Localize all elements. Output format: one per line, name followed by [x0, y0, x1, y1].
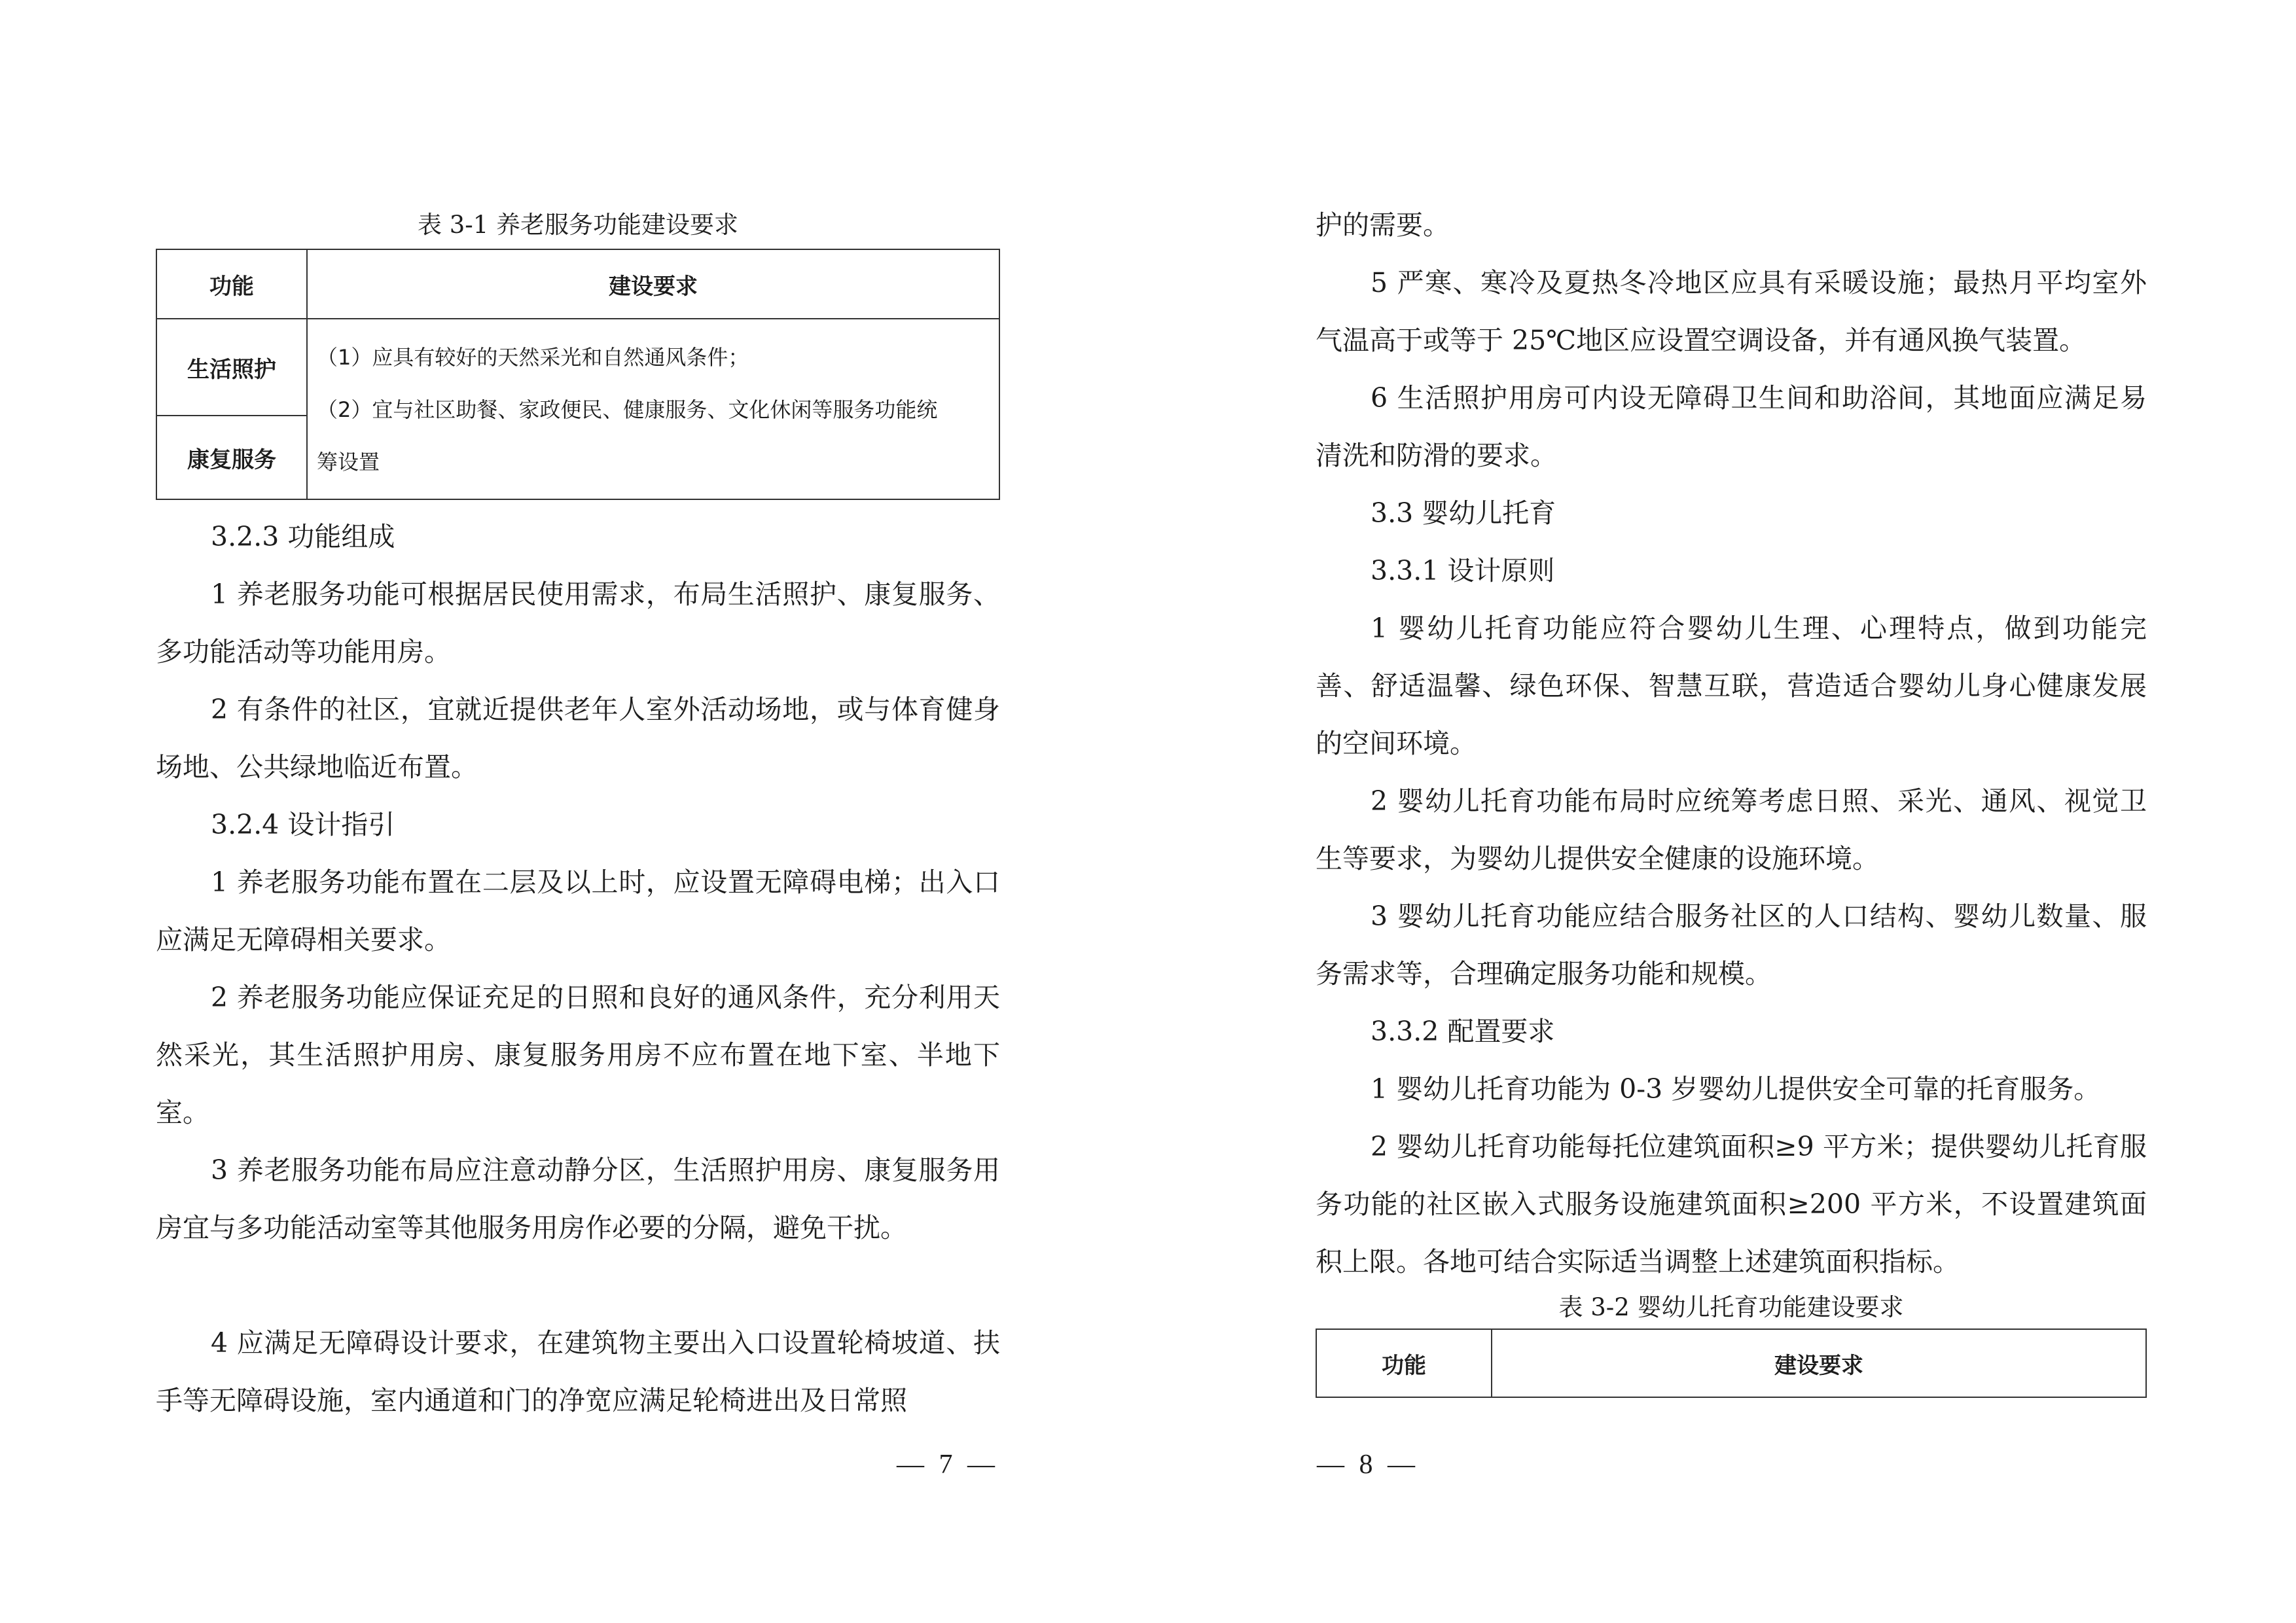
paragraph: 2 婴幼儿托育功能每托位建筑面积≥9 平方米；提供婴幼儿托育服务功能的社区嵌入式服务设施建筑面积≥200 平方米，不设置建筑面积上限。各地可结合实际适当调整上述建筑面积指标。	[1316, 1131, 2147, 1277]
table-3-1	[156, 249, 1000, 500]
section-heading-3-3-1: 3.3.1 设计原则	[1371, 555, 1555, 586]
table-3-2-caption: 表 3-2 婴幼儿托育功能建设要求	[1558, 1293, 1904, 1321]
requirement-line-1: （1）应具有较好的天然采光和自然通风条件；	[317, 345, 749, 370]
table-3-1-caption: 表 3-1 养老服务功能建设要求	[417, 211, 739, 239]
page-number: — 7 —	[897, 1450, 999, 1480]
paragraph: 1 婴幼儿托育功能应符合婴幼儿生理、心理特点，做到功能完善、舒适温馨、绿色环保、智慧互联，营造适合婴幼儿身心健康发展的空间环境。	[1316, 613, 2147, 759]
paragraph: 5 严寒、寒冷及夏热冬冷地区应具有采暖设施；最热月平均室外气温高于或等于 25℃地区应设置空调设备，并有通风换气装置。	[1316, 267, 2147, 356]
requirement-line-3: 筹设置	[317, 450, 380, 474]
paragraph: 3 养老服务功能布局应注意动静分区，生活照护用房、康复服务用房宜与多功能活动室等其他服务用房作必要的分隔，避免干扰。	[156, 1154, 1000, 1243]
page-number: — 8 —	[1317, 1450, 1419, 1480]
paragraph: 4 应满足无障碍设计要求，在建筑物主要出入口设置轮椅坡道、扶手等无障碍设施，室内通道和门的净宽应满足轮椅进出及日常照	[156, 1327, 1000, 1416]
table-header-requirement: 建设要求	[307, 249, 999, 319]
section-heading-3-2-3: 3.2.3 功能组成	[211, 521, 395, 552]
table-header-requirement: 建设要求	[1492, 1329, 2146, 1397]
page-8	[1148, 0, 2296, 1623]
table-cell-function-care: 生活照护	[156, 319, 307, 416]
table-cell-requirements	[307, 319, 999, 499]
table-header-function: 功能	[1316, 1329, 1492, 1397]
paragraph: 1 养老服务功能可根据居民使用需求，布局生活照护、康复服务、多功能活动等功能用房。	[156, 579, 1000, 668]
section-heading-3-2-4: 3.2.4 设计指引	[211, 809, 395, 840]
table-cell-function-rehab: 康复服务	[156, 416, 307, 499]
section-heading-3-3: 3.3 婴幼儿托育	[1371, 497, 1556, 529]
paragraph: 2 有条件的社区，宜就近提供老年人室外活动场地，或与体育健身场地、公共绿地临近布置。	[156, 694, 1000, 783]
requirement-line-2: （2）宜与社区助餐、家政便民、健康服务、文化休闲等服务功能统	[317, 397, 938, 422]
section-heading-3-3-2: 3.3.2 配置要求	[1371, 1016, 1555, 1047]
paragraph: 2 婴幼儿托育功能布局时应统筹考虑日照、采光、通风、视觉卫生等要求，为婴幼儿提供安全健康的设施环境。	[1316, 785, 2147, 874]
paragraph: 3 婴幼儿托育功能应结合服务社区的人口结构、婴幼儿数量、服务需求等，合理确定服务功能和规模。	[1316, 901, 2147, 990]
table-header-function: 功能	[156, 249, 307, 319]
paragraph: 1 养老服务功能布置在二层及以上时，应设置无障碍电梯；出入口应满足无障碍相关要求。	[156, 866, 1000, 955]
paragraph: 6 生活照护用房可内设无障碍卫生间和助浴间，其地面应满足易清洗和防滑的要求。	[1316, 382, 2147, 471]
paragraph: 2 养老服务功能应保证充足的日照和良好的通风条件，充分利用天然采光，其生活照护用房、康复服务用房不应布置在地下室、半地下室。	[156, 982, 1000, 1128]
paragraph: 1 婴幼儿托育功能为 0-3 岁婴幼儿提供安全可靠的托育服务。	[1371, 1073, 2101, 1105]
table-3-2	[1316, 1329, 2147, 1398]
paragraph: 护的需要。	[1316, 209, 1450, 241]
